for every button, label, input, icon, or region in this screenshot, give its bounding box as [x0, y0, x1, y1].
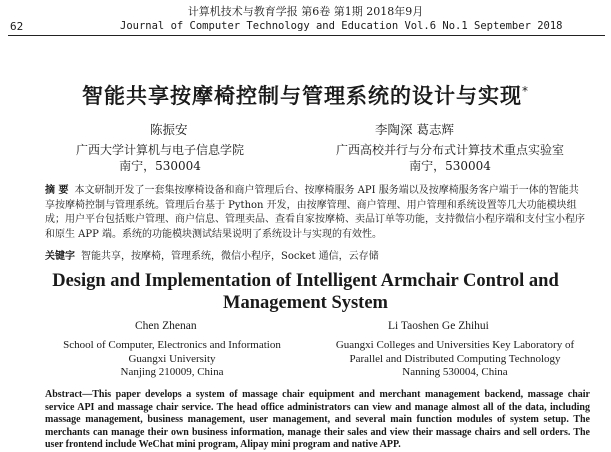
affiliation-en-left-line1: School of Computer, Electronics and Information	[63, 339, 281, 351]
affiliation-cn-right-line1: 广西高校并行与分布式计算技术重点实验室	[335, 143, 564, 157]
affiliation-en-right-line2: Parallel and Distributed Computing Technology	[349, 352, 561, 365]
author-cn-left: 陈振安	[150, 122, 188, 137]
journal-header-en: Journal of Computer Technology and Education Vol.6 No.1 September 2018	[120, 20, 563, 32]
paper-title-cn	[0, 80, 611, 110]
affiliation-cn-left-line2: 南宁，530004	[119, 159, 201, 173]
abstract-cn-text: 本文研制开发了一套集按摩椅设备和商户管理后台、按摩椅服务 API 服务端以及按摩椅服务客户端于一体的智能共享按摩椅控制与管理系统。管理后台基于 Python 开发，由按摩管理、商户管理、用户管理和系统设置等几大功能模块组成；用户平台包括账户管理、商户信息、管理卖品、查看自家按摩椅、卖品订单等功能，支持微信小程序端和支付宝小程序和原生 APP 端。系统的功能模块测试结果说明了系统设计与实现的有效性。	[45, 185, 585, 240]
header-rule	[8, 35, 605, 36]
abstract-cn-label: 摘 要	[45, 185, 69, 196]
paper-title-en-line2: Management System	[223, 293, 388, 313]
abstract-en-text: This paper develops a system of massage chair equipment and merchant management backend, massage chair service API and massage chair service. The head office administrators can view and manage almost all of the data, including massage management, business management, user management, and several main function modules of system setup. The merchants can manage their own business information, manage their sales and view their massage chairs and sell orders. The user frontend include WeChat mini program, Alipay mini program and native APP.	[45, 389, 590, 450]
authors-en-right: Li Taoshen Ge Zhihui	[388, 320, 489, 332]
author-en-left: Chen Zhenan	[135, 320, 197, 332]
affiliation-cn-left-line1: 广西大学计算机与电子信息学院	[75, 143, 244, 157]
affiliation-cn-left	[60, 142, 260, 174]
page-number: 62	[10, 20, 24, 33]
affiliation-en-left-line2: Guangxi University	[128, 352, 216, 365]
affiliation-cn-right	[300, 142, 600, 174]
authors-cn-right: 李陶深 葛志辉	[375, 122, 454, 137]
keywords-cn	[45, 247, 585, 262]
affiliation-en-right-line3: Nanning 530004, China	[402, 366, 508, 378]
title-footnote-marker: *	[522, 84, 529, 98]
affiliation-en-left-line3: Nanjing 210009, China	[120, 366, 224, 378]
affiliation-en-right-line1: Guangxi Colleges and Universities Key Laboratory of	[335, 339, 575, 351]
journal-header-cn: 计算机技术与教育学报 第6卷 第1期 2018年9月	[187, 5, 424, 18]
affiliation-en-left	[52, 339, 292, 380]
keywords-cn-label: 关键字	[45, 251, 75, 262]
keywords-cn-text: 智能共享，按摩椅，管理系统，微信小程序，Socket 通信，云存储	[81, 251, 379, 262]
paper-title-en	[0, 270, 611, 314]
abstract-cn	[45, 184, 585, 242]
paper-title-cn-text: 智能共享按摩椅控制与管理系统的设计与实现	[82, 84, 522, 108]
affiliation-cn-right-line2: 南宁，530004	[409, 159, 491, 173]
abstract-en-label: Abstract—	[45, 389, 93, 400]
paper-title-en-line1: Design and Implementation of Intelligent Armchair Control and	[52, 271, 559, 291]
affiliation-en-right	[305, 339, 605, 380]
abstract-en	[45, 389, 590, 452]
